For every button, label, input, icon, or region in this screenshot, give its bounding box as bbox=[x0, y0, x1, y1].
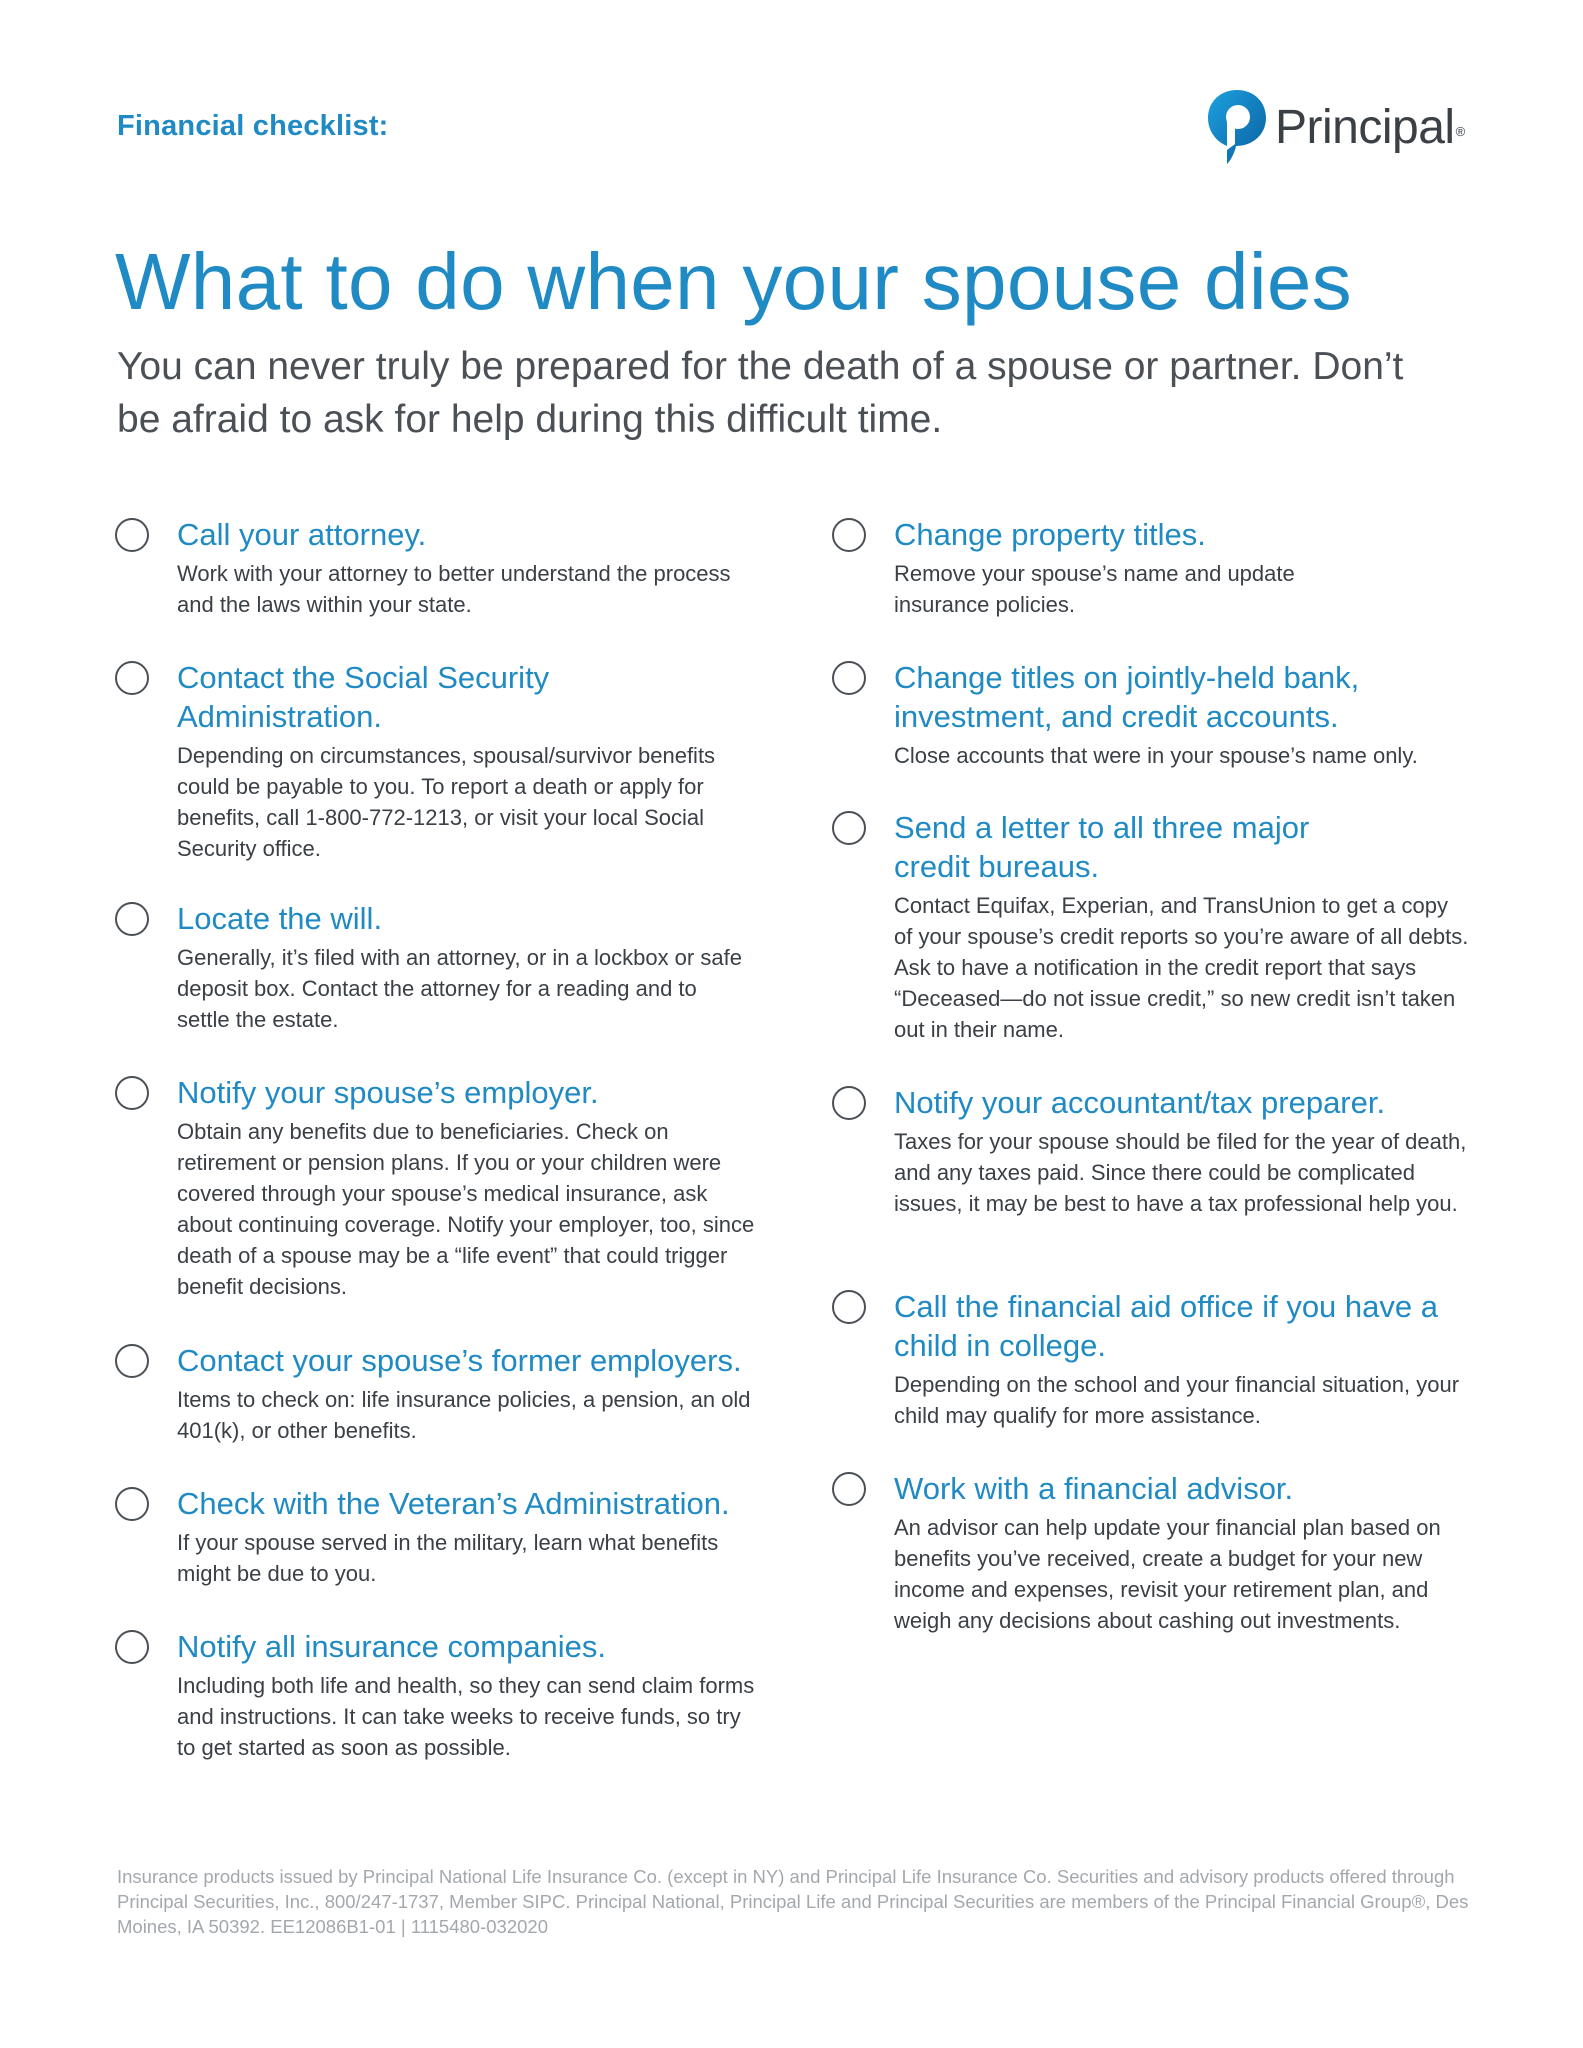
checklist-item bbox=[832, 515, 1472, 658]
principal-logo bbox=[1205, 88, 1465, 166]
item-title: Work with a financial advisor. bbox=[894, 1471, 1294, 1506]
checklist-item bbox=[115, 1073, 755, 1341]
checklist-item bbox=[832, 658, 1472, 808]
checkbox-circle[interactable] bbox=[115, 1630, 149, 1664]
item-body: Generally, it’s filed with an attorney, or in a lockbox or safe deposit box. Contact the attorney for a reading and to settle the estate. bbox=[177, 945, 742, 1032]
item-body: Taxes for your spouse should be filed for the year of death, and any taxes paid. Since there could be complicated issues, it may be best to have a tax professional help you. bbox=[894, 1129, 1467, 1216]
item-title: Change property titles. bbox=[894, 517, 1206, 552]
item-title: Notify your spouse’s employer. bbox=[177, 1075, 599, 1110]
logo-wordmark: Principal bbox=[1275, 100, 1455, 154]
checklist-item bbox=[115, 658, 755, 899]
item-body: If your spouse served in the military, learn what benefits might be due to you. bbox=[177, 1530, 719, 1586]
checkbox-circle[interactable] bbox=[832, 1086, 866, 1120]
page-title: What to do when your spouse dies bbox=[115, 237, 1352, 326]
checklist-item bbox=[832, 1083, 1472, 1287]
item-body: Depending on circumstances, spousal/survivor benefits could be payable to you. To report a death or apply for benefits, call 1-800-772-1213, or visit your local Social Security office. bbox=[177, 743, 716, 861]
checkbox-circle[interactable] bbox=[832, 811, 866, 845]
item-title: Check with the Veteran’s Administration. bbox=[177, 1486, 730, 1521]
checkbox-circle[interactable] bbox=[115, 902, 149, 936]
checkbox-circle[interactable] bbox=[115, 1487, 149, 1521]
page-subtitle: You can never truly be prepared for the death of a spouse or partner. Don’t be afraid to ask for help during this difficult time. bbox=[117, 345, 1404, 441]
item-title: Change titles on jointly-held bank, investment, and credit accounts. bbox=[894, 660, 1360, 734]
item-body: Obtain any benefits due to beneficiaries. Check on retirement or pension plans. If you or your children were covered through your spouse’s medical insurance, ask about continuing coverage. Notify your employer, too, since death of a spouse may be a “life event” that could trigger benefit decisions. bbox=[177, 1119, 755, 1299]
eyebrow-label: Financial checklist: bbox=[117, 110, 389, 142]
item-title: Contact your spouse’s former employers. bbox=[177, 1343, 742, 1378]
item-body: Depending on the school and your financial situation, your child may qualify for more assistance. bbox=[894, 1372, 1460, 1428]
item-title: Locate the will. bbox=[177, 901, 383, 936]
item-title: Call the financial aid office if you have a child in college. bbox=[894, 1289, 1438, 1363]
item-body: Including both life and health, so they can send claim forms and instructions. It can take weeks to receive funds, so try to get started as soon as possible. bbox=[177, 1673, 755, 1760]
item-body: Close accounts that were in your spouse’s name only. bbox=[894, 743, 1418, 768]
item-title: Call your attorney. bbox=[177, 517, 427, 552]
checkbox-circle[interactable] bbox=[115, 1344, 149, 1378]
item-body: Contact Equifax, Experian, and TransUnion to get a copy of your spouse’s credit reports so you’re aware of all debts. Ask to have a notification in the credit report that says “Deceased—do not issue credit,” so new credit isn’t taken out in their name. bbox=[894, 893, 1469, 1042]
checklist-item bbox=[832, 1469, 1472, 1636]
item-body: Work with your attorney to better understand the process and the laws within your state. bbox=[177, 561, 731, 617]
checkbox-circle[interactable] bbox=[115, 518, 149, 552]
checklist-item bbox=[832, 808, 1472, 1083]
item-title: Notify your accountant/tax preparer. bbox=[894, 1085, 1386, 1120]
item-title: Notify all insurance companies. bbox=[177, 1629, 607, 1664]
checklist-left-column bbox=[115, 515, 755, 1763]
checkbox-circle[interactable] bbox=[832, 1472, 866, 1506]
checklist-item bbox=[115, 1627, 755, 1763]
logo-registered-mark: ® bbox=[1455, 123, 1466, 139]
item-body: An advisor can help update your financial plan based on benefits you’ve received, create a budget for your new income and expenses, revisit your retirement plan, and weigh any decisions about cashing out investments. bbox=[894, 1515, 1441, 1633]
checklist-item bbox=[115, 1341, 755, 1484]
checkbox-circle[interactable] bbox=[832, 661, 866, 695]
checklist-item bbox=[115, 899, 755, 1073]
item-title: Contact the Social Security Administration. bbox=[177, 660, 550, 734]
principal-logo-icon bbox=[1205, 88, 1269, 166]
checkbox-circle[interactable] bbox=[832, 518, 866, 552]
item-title: Send a letter to all three major credit bureaus. bbox=[894, 810, 1310, 884]
checklist-item bbox=[832, 1287, 1472, 1469]
item-body: Items to check on: life insurance policies, a pension, an old 401(k), or other benefits. bbox=[177, 1387, 751, 1443]
checkbox-circle[interactable] bbox=[832, 1290, 866, 1324]
disclosure-footer: Insurance products issued by Principal National Life Insurance Co. (except in NY) and Principal Life Insurance Co. Securities and advisory products offered through Principal Securities, Inc., 800/247-1737, Member SIPC. Principal National, Principal Life and Principal Securities are members of the Principal Financial Group®, Des Moines, IA 50392. EE12086B1-01 | 1115480-032020 bbox=[117, 1866, 1469, 1937]
checkbox-circle[interactable] bbox=[115, 661, 149, 695]
checklist-item bbox=[115, 1484, 755, 1627]
item-body: Remove your spouse’s name and update insurance policies. bbox=[894, 561, 1295, 617]
checklist-item bbox=[115, 515, 755, 658]
checklist-right-column bbox=[832, 515, 1472, 1636]
checkbox-circle[interactable] bbox=[115, 1076, 149, 1110]
